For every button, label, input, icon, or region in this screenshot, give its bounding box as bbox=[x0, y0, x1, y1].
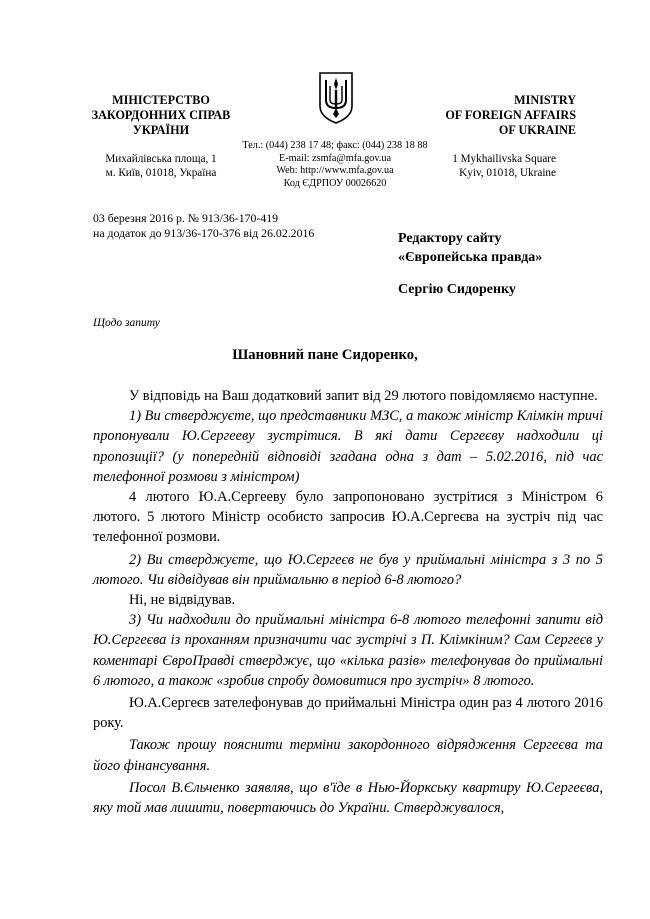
reference-line: 03 березня 2016 р. № 913/36-170-419 bbox=[93, 211, 279, 225]
paragraph: У відповідь на Ваш додатковий запит від 29 лютого повідомляємо наступне. bbox=[129, 388, 598, 404]
question-paragraph: 1) Ви стверджуєте, що представники МЗС, а також міністр Клімкін тричі пропонували Ю.Сергееву зустрітися. В які дати Сергеєву надходили ці пропозиції? (у попередній відповіді згадана одна з дат – 5.02.2016, під час телефонної розмови з міністром) bbox=[93, 408, 603, 485]
reference-number bbox=[93, 211, 314, 240]
question-paragraph: Також прошу пояснити терміни закордонного відрядження Сергеєва та його фінансування. bbox=[93, 737, 603, 774]
contact-block bbox=[226, 140, 444, 190]
addressee-block bbox=[398, 229, 542, 267]
address-line: Михайлівська площа, 1 bbox=[105, 153, 217, 165]
letter-body bbox=[93, 386, 603, 818]
org-line: УКРАЇНИ bbox=[132, 123, 190, 137]
org-line: MINISTRY bbox=[514, 93, 576, 107]
subject-line: Щодо запиту bbox=[93, 317, 160, 329]
address-line: 1 Mykhailivska Square bbox=[452, 153, 556, 165]
addressee-line: «Європейська правда» bbox=[398, 250, 543, 265]
question-paragraph: 3) Чи надходили до приймальні міністра 6-8 лютого телефонні запити від Ю.Сергеєва із проханням призначити час зустрічі з П. Клімкіним? Сам Сергеєв у коментарі ЄвроПравді стверджує, що «кілька разів» телефонував до приймальні 6 лютого, а також «зробив спробу домовитися про зустріч» 8 лютого. bbox=[93, 612, 603, 689]
trident-coat-of-arms-icon bbox=[316, 70, 356, 126]
answer-paragraph: Ні, не відвідував. bbox=[129, 592, 236, 609]
org-line: ЗАКОРДОННИХ СПРАВ bbox=[91, 108, 231, 122]
ministry-name-en bbox=[416, 93, 576, 138]
ministry-address-ua bbox=[70, 152, 252, 180]
edrpou-code-line: Код ЄДРПОУ 00026620 bbox=[283, 177, 387, 189]
answer-paragraph: 4 лютого Ю.А.Сергееву було запропоновано зустрітися з Міністром 6 лютого. 5 лютого Міністр особисто запросив Ю.А.Сергеєва на зустріч під час телефонної розмови. bbox=[93, 489, 603, 546]
web-line: Web: http://www.mfa.gov.ua bbox=[276, 165, 394, 177]
addressee-name: Сергію Сидоренку bbox=[398, 282, 516, 297]
question-paragraph: 2) Ви стверджуєте, що Ю.Сергеєв не був у приймальні міністра з 3 по 5 лютого. Чи відвідував він приймальню в період 6-8 лютого? bbox=[93, 551, 603, 588]
org-line: МІНІСТЕРСТВО bbox=[112, 93, 210, 107]
address-line: м. Київ, 01018, Україна bbox=[105, 167, 217, 179]
org-line: OF FOREIGN AFFAIRS bbox=[445, 108, 576, 122]
reference-line: на додаток до 913/36-170-376 від 26.02.2016 bbox=[93, 225, 315, 240]
ministry-name-ua bbox=[70, 93, 252, 138]
ministry-address-en bbox=[416, 152, 556, 180]
salutation: Шановний пане Сидоренко, bbox=[232, 347, 418, 363]
address-line: Kyiv, 01018, Ukraine bbox=[459, 167, 556, 179]
phone-fax-line: Тел.: (044) 238 17 48; факс: (044) 238 18 88 bbox=[242, 140, 428, 151]
addressee-line: Редактору сайту bbox=[398, 231, 502, 246]
org-line: OF UKRAINE bbox=[498, 123, 576, 137]
question-paragraph: Посол В.Єльченко заявляв, що в'їде в Нью-Йоркську квартиру Ю.Сергеєва, яку той мав лишити, повертаючись до України. Стверджувалося, bbox=[93, 779, 603, 817]
answer-paragraph: Ю.А.Сергеєв зателефонував до приймальні Міністра один раз 4 лютого 2016 року. bbox=[93, 695, 603, 732]
email-line: E-mail: zsmfa@mfa.gov.ua bbox=[279, 152, 391, 164]
